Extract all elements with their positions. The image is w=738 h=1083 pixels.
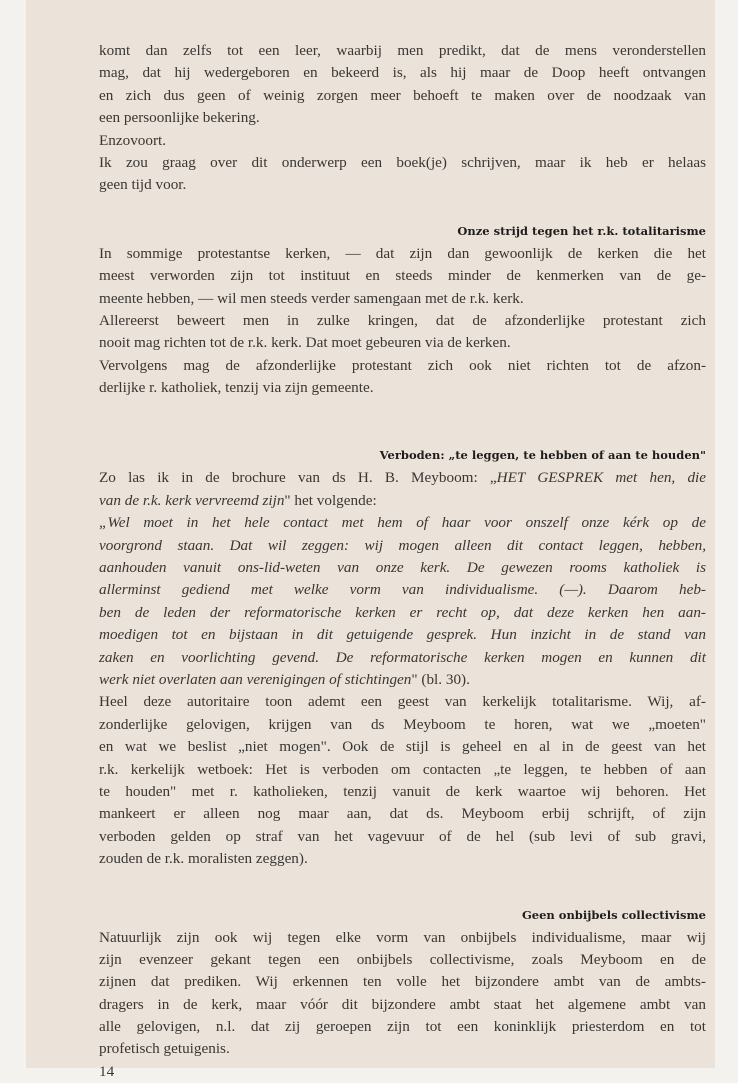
text-line	[99, 355, 706, 377]
body-text: te houden" met r. katholieken, tenzij vanuit de kerk waartoe wij behoren. Het	[99, 782, 706, 800]
body-text: nooit mag richten tot de r.k. kerk. Dat moet gebeuren via de kerken.	[99, 334, 511, 352]
text-line	[99, 332, 706, 354]
text-line	[99, 40, 706, 62]
text-line	[99, 377, 706, 399]
body-text: meente hebben, — wil men steeds verder samengaan met de r.k. kerk.	[99, 289, 524, 307]
text-line	[99, 557, 706, 579]
text-line	[99, 467, 706, 489]
italic-quote-text: zaken en voorlichting gevend. De reformatorische kerken mogen en kunnen dit	[99, 648, 706, 666]
text-line	[99, 647, 706, 669]
italic-quote-text: allerminst gediend met welke vorm van individualisme. (—). Daarom heb-	[99, 581, 706, 599]
italic-quote-text: van de r.k. kerk vervreemd zijn	[99, 491, 285, 509]
body-text: mankeert er alleen nog maar aan, dat ds. Meyboom erbij schrijft, of zijn	[99, 805, 706, 823]
section-spacer	[99, 197, 706, 215]
body-text: zouden de r.k. moralisten zeggen).	[99, 850, 308, 868]
text-line	[99, 130, 706, 152]
text-line	[99, 624, 706, 646]
section-heading: Verboden: „te leggen, te hebben of aan te houden"	[379, 448, 706, 463]
text-line	[99, 490, 706, 512]
text-line	[99, 691, 706, 713]
text-line	[99, 174, 706, 196]
body-text: Zo las ik in de brochure van ds H. B. Meyboom: „	[99, 469, 497, 487]
body-text: dragers in de kerk, maar vóór dit bijzondere ambt staat het algemene ambt van	[99, 995, 706, 1013]
body-text: " (bl. 30).	[411, 670, 470, 688]
text-line	[99, 243, 706, 265]
body-text: zonderlijke gelovigen, krijgen van ds Meyboom te horen, wat we „moeten"	[99, 715, 706, 733]
text-line	[99, 579, 706, 601]
text-line	[99, 714, 706, 736]
body-text: een persoonlijke bekering.	[99, 109, 260, 127]
text-line	[99, 62, 706, 84]
body-text: derlijke r. katholiek, tenzij via zijn gemeente.	[99, 379, 374, 397]
body-text: en zich dus geen of weinig zorgen meer behoeft te maken over de noodzaak van	[99, 86, 706, 104]
section-heading: Geen onbijbels collectivisme	[521, 907, 706, 922]
italic-quote-text: aanhouden vanuit ons-lid-weten van onze kerk. De gewezen rooms katholiek is	[99, 559, 706, 577]
page-text	[99, 40, 706, 1083]
body-text: geen tijd voor.	[99, 176, 187, 194]
text-line	[99, 85, 706, 107]
page-number: 14	[99, 1062, 115, 1080]
italic-quote-text: „Wel moet in het hele contact met hem of haar voor onszelf onze kérk op de	[99, 514, 706, 532]
body-text: Heel deze autoritaire toon ademt een geest van kerkelijk totalitarisme. Wij, af-	[99, 693, 706, 711]
text-line	[99, 535, 706, 557]
body-text: profetisch getuigenis.	[99, 1040, 230, 1058]
text-line	[99, 949, 706, 971]
text-line	[99, 1016, 706, 1038]
italic-quote-text: voorgrond staan. Dat wil zeggen: wij mogen alleen dit contact leggen, hebben,	[99, 536, 706, 554]
text-line	[99, 288, 706, 310]
section-spacer	[99, 399, 706, 439]
body-text: meest verworden zijn tot instituut en steeds minder de kenmerken van de ge-	[99, 267, 706, 285]
text-line	[99, 848, 706, 870]
body-text: Allereerst beweert men in zulke kringen, dat de afzonderlijke protestant zich	[99, 311, 706, 329]
text-line	[99, 152, 706, 174]
body-text: alle gelovigen, n.l. dat zij geroepen zijn tot een koninklijk priesterdom en tot	[99, 1018, 706, 1036]
section-spacer	[99, 871, 706, 899]
italic-quote-text: ben de leden der reformatorische kerken er recht op, dat deze kerken hen aan-	[99, 603, 706, 621]
body-text: mag, dat hij wedergeboren en bekeerd is, als hij maar de Doop heeft ontvangen	[99, 64, 706, 82]
text-line	[99, 994, 706, 1016]
italic-quote-text: moedigen tot en bijstaan in dit getuigende gesprek. Hun inzicht in de stand van	[99, 626, 706, 644]
text-line	[99, 781, 706, 803]
text-line	[99, 107, 706, 129]
body-text: Vervolgens mag de afzonderlijke protestant zich ook niet richten tot de afzon-	[99, 356, 706, 374]
body-text: verboden gelden op straf van het vagevuur of de hel (sub levi of sub gravi,	[99, 827, 706, 845]
text-line	[99, 669, 706, 691]
text-line	[99, 826, 706, 848]
body-text: Ik zou graag over dit onderwerp een boek(je) schrijven, maar ik heb er helaas	[99, 153, 706, 171]
book-page	[26, 0, 715, 1080]
body-text: " het volgende:	[284, 491, 377, 509]
body-text: Enzovoort.	[99, 131, 167, 149]
text-line	[99, 1038, 706, 1060]
text-line	[99, 310, 706, 332]
body-text: zijn evenzeer gekant tegen een onbijbels collectivisme, zoals Meyboom en de	[99, 950, 706, 968]
text-line	[99, 736, 706, 758]
text-line	[99, 803, 706, 825]
italic-quote-text: werk niet overlaten aan verenigingen of stichtingen	[99, 670, 412, 688]
body-text: komt dan zelfs tot een leer, waarbij men predikt, dat de mens veronderstellen	[99, 42, 706, 59]
text-line	[99, 971, 706, 993]
body-text: In sommige protestantse kerken, — dat zijn dan gewoonlijk de kerken die het	[99, 244, 706, 262]
body-text: en wat we beslist „niet mogen". Ook de stijl is geheel en al in de geest van het	[99, 738, 706, 756]
text-line	[99, 602, 706, 624]
italic-quote-text: HET GESPREK met hen, die	[496, 469, 706, 487]
body-text: r.k. kerkelijk wetboek: Het is verboden om contacten „te leggen, te hebben of aan	[99, 760, 706, 778]
section-heading: Onze strijd tegen het r.k. totalitarisme	[457, 223, 706, 238]
text-line	[99, 265, 706, 287]
text-line	[99, 512, 706, 534]
body-text: Natuurlijk zijn ook wij tegen elke vorm van onbijbels individualisme, maar wij	[99, 928, 706, 946]
text-line	[99, 927, 706, 949]
text-line	[99, 759, 706, 781]
body-text: zijnen dat prediken. Wij erkennen ten volle het bijzondere ambt van de ambts-	[99, 973, 706, 991]
